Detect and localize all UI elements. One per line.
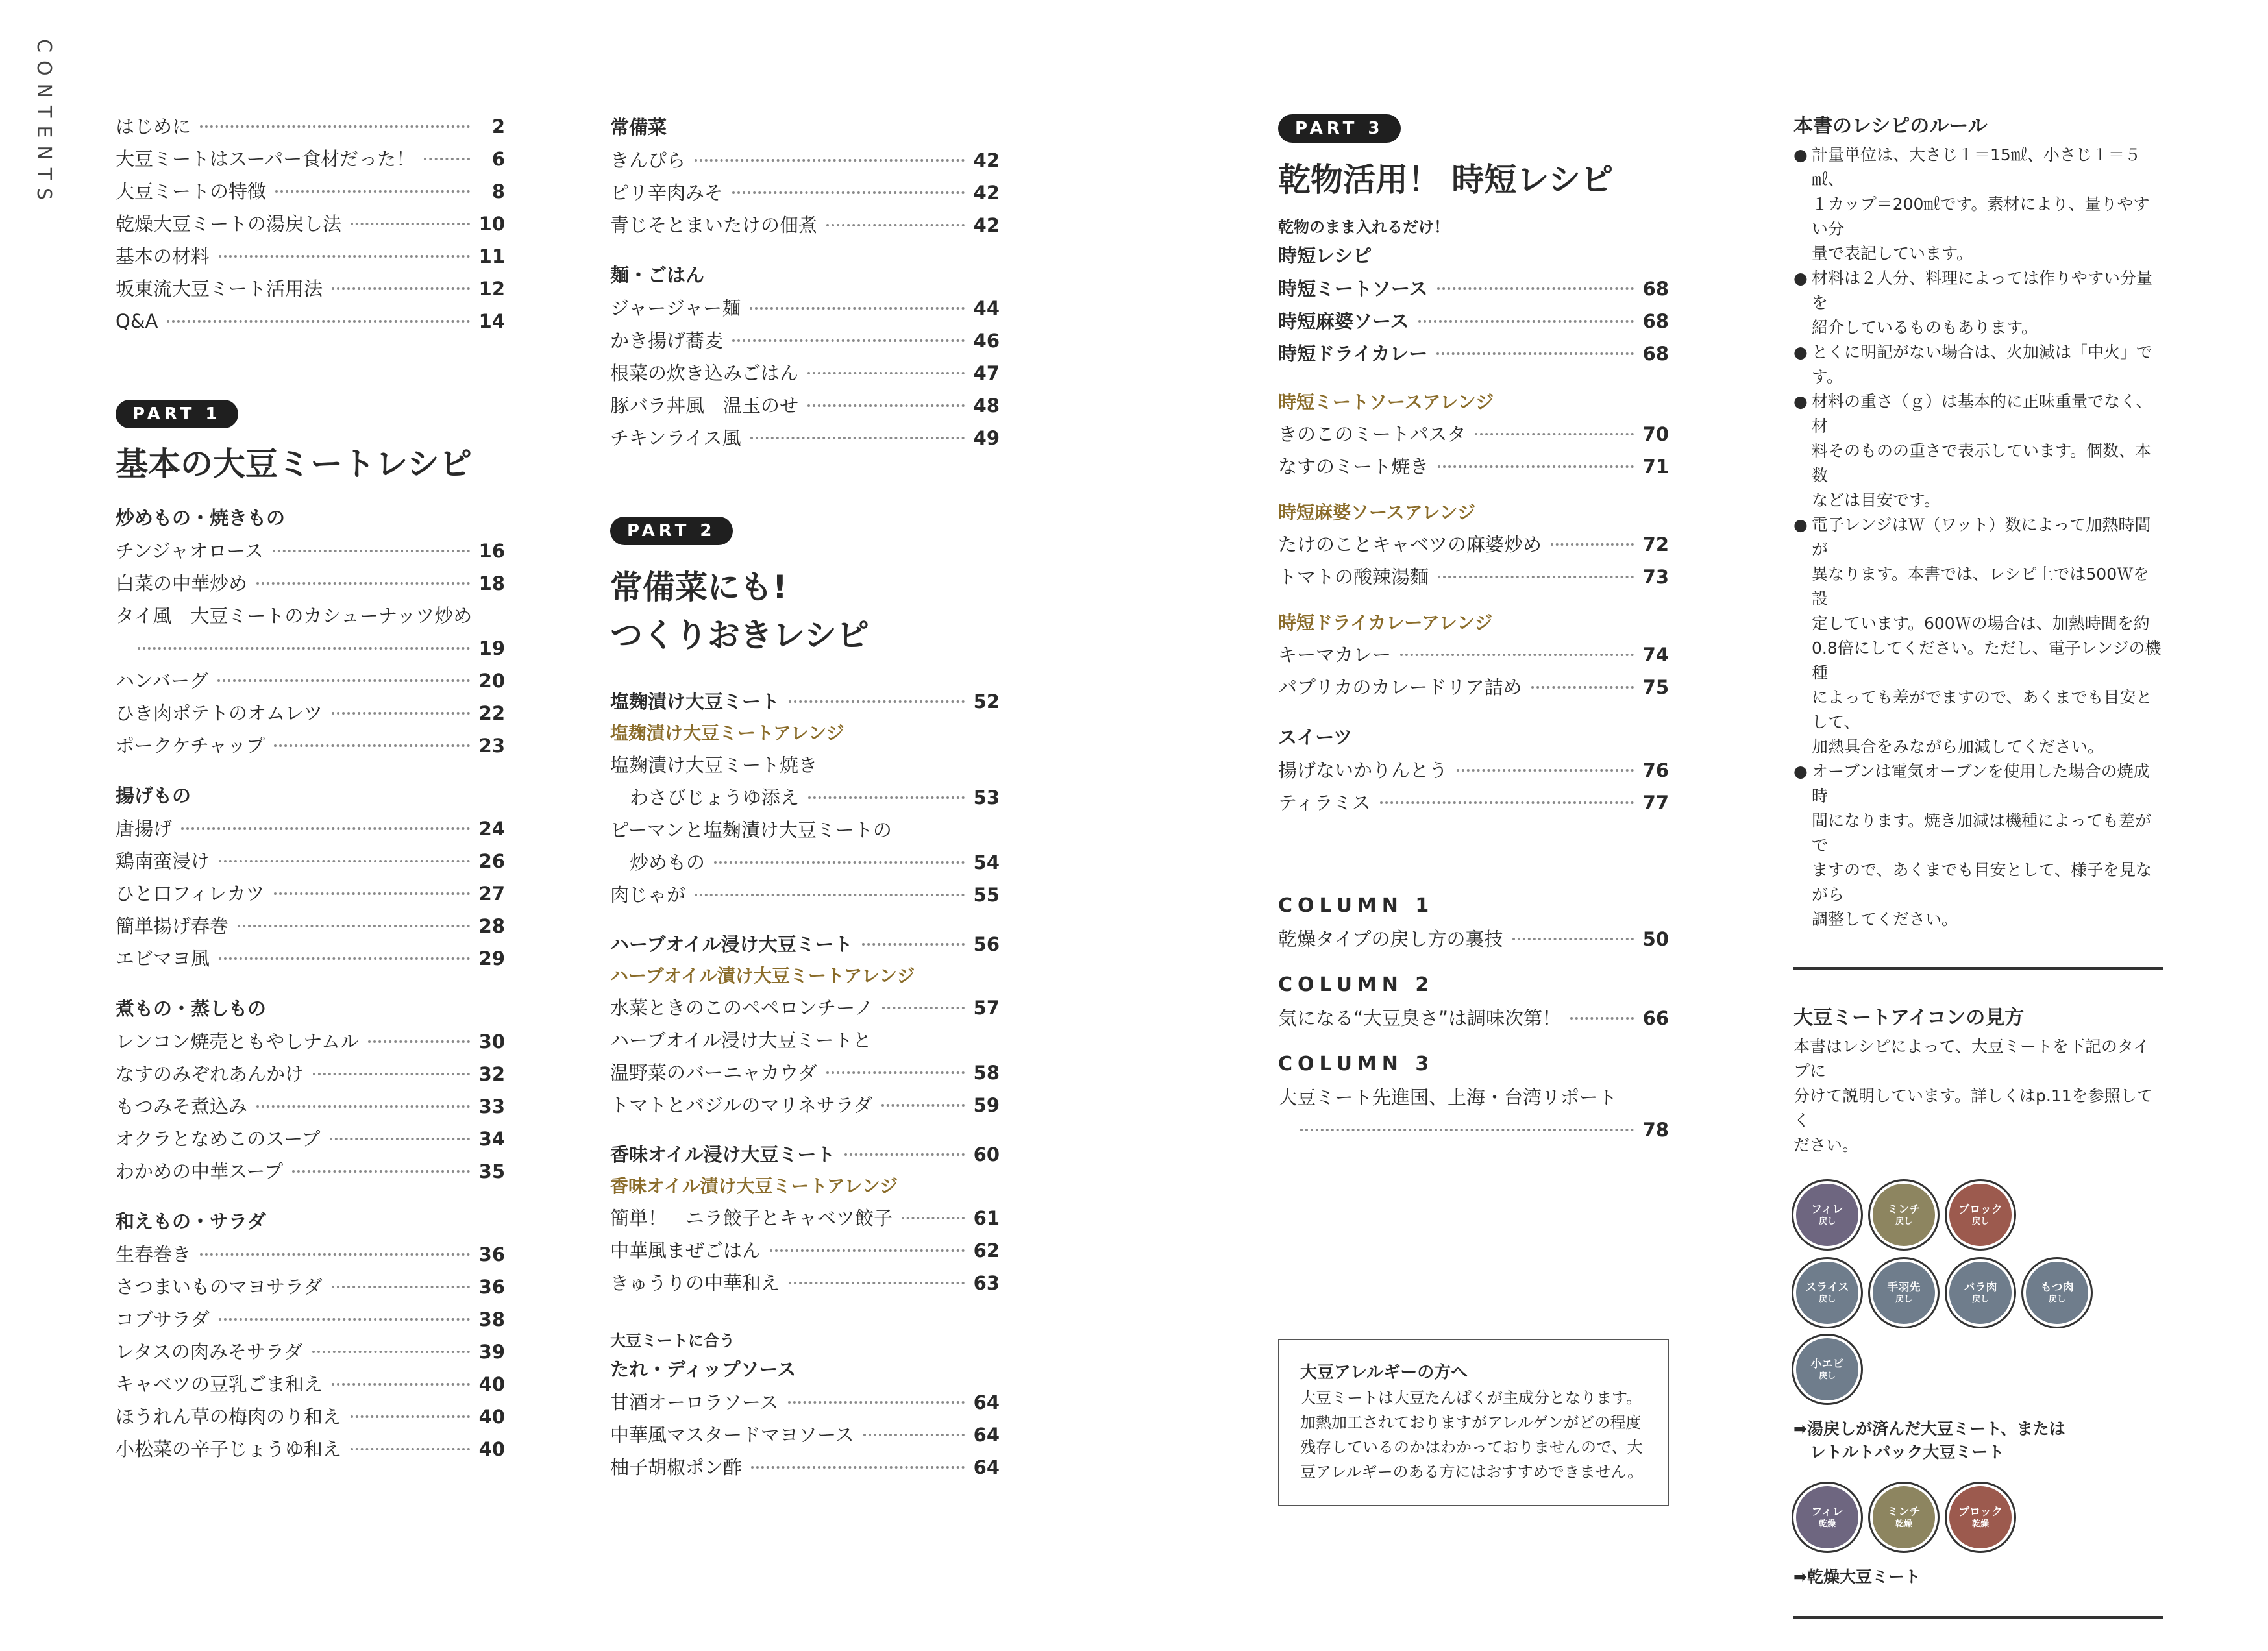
icon-type-label: スライス [1805,1281,1849,1294]
arrange-heading: 時短麻婆ソースアレンジ [1278,502,1476,523]
toc-entry-line2[interactable]: 温野菜のバーニャカウダ 58 [610,1062,1000,1084]
arrange-heading: ハーブオイル漬け大豆ミートアレンジ [610,965,915,986]
icon-state-label: 乾燥 [1818,1519,1836,1529]
section-heading: スイーツ [1278,726,1353,748]
toc-entry[interactable]: 揚げないかりんとう 76 [1278,759,1669,781]
toc-entry[interactable]: ハンバーグ 20 [116,670,505,692]
toc-entry[interactable]: 小松菜の辛子じょうゆ和え 40 [116,1438,505,1460]
toc-entry[interactable]: 気になる“大豆臭さ”は調味次第！ 66 [1278,1007,1669,1029]
toc-entry[interactable]: 水菜ときのこのペペロンチーノ 57 [610,997,1000,1019]
toc-entry[interactable]: パプリカのカレードリア詰め 75 [1278,676,1669,698]
toc-entry[interactable]: 簡単！ ニラ餃子とキャベツ餃子 61 [610,1207,1000,1229]
toc-entry[interactable]: 中華風マスタードマヨソース 64 [610,1424,1000,1446]
section-heading: 揚げもの [116,785,191,807]
dried-note: ➡乾燥大豆ミート [1793,1567,1921,1586]
section-heading: 和えもの・サラダ [116,1210,266,1232]
rule-item: ● 材料は２人分、料理によっては作りやすい分量を 紹介しているものもあります。 [1793,269,2153,337]
part-2-title-line2: つくりおきレシピ [610,617,869,654]
icon-state-label: 戻し [1971,1295,1989,1304]
part-1-title: 基本の大豆ミートレシピ [116,445,472,483]
soy-meat-type-icon [1870,1484,1938,1551]
column-3 [1278,114,1669,1146]
toc-entry[interactable]: エビマヨ風 29 [116,948,505,970]
toc-entry[interactable]: キャベツの豆乳ごま和え 40 [116,1373,505,1395]
toc-entry[interactable]: わかめの中華スープ 35 [116,1160,505,1182]
column-1 [116,110,505,1465]
icon-state-label: 戻し [1971,1217,1989,1227]
toc-entry-main[interactable]: ハーブオイル浸け大豆ミート 56 [610,933,1000,955]
toc-entry[interactable]: 乾燥タイプの戻し方の裏技 50 [1278,928,1669,950]
icon-state-label: 戻し [1818,1371,1836,1381]
toc-entry[interactable]: はじめに 2 [116,116,505,138]
toc-entry[interactable]: 乾燥大豆ミートの湯戻し法 10 [116,213,505,235]
allergy-body: 大豆ミートは大豆たんぱくが主成分となります。 加熱加工されておりますがアレルゲンがどの程度 残存しているのかはわかっておりませんので、大 豆アレルギーのある方にはおすすめできません。 [1300,1389,1644,1481]
toc-entry[interactable]: かき揚げ蕎麦 46 [610,330,1000,352]
toc-entry[interactable]: 大豆ミートの特徴 8 [116,180,505,202]
rule-item: ● 計量単位は、大さじ１＝15㎖、小さじ１＝５㎖、 １カップ＝200㎖です。素材により、量りやすい分 量で表記しています。 [1793,145,2150,263]
section-heading: 時短レシピ [1278,245,1372,267]
toc-entry[interactable]: 坂東流大豆ミート活用法 12 [116,278,505,300]
soy-meat-type-icon [1870,1259,1938,1327]
contents-side-label: CONTENTS [32,39,55,208]
toc-entry[interactable]: ティラミス 77 [1278,792,1669,814]
icon-guide-description: 本書はレシピによって、大豆ミートを下記のタイプに 分けて説明しています。詳しくはp.11を参照してく ださい。 [1793,1037,2153,1155]
part-2-badge: PART 2 [610,517,733,545]
toc-entry[interactable]: 根菜の炊き込みごはん 47 [610,362,1000,384]
icon-type-label: ブロック [1958,1203,2003,1216]
rules-title: 本書のレシピのルール [1793,115,1988,138]
soy-meat-type-icon [1947,1259,2014,1327]
part-1-badge: PART 1 [116,400,238,428]
icon-state-label: 戻し [1818,1217,1836,1227]
icon-guide-title: 大豆ミートアイコンの見方 [1793,1007,2025,1029]
toc-entry[interactable]: 青じそとまいたけの佃煮 42 [610,214,1000,236]
toc-entry[interactable]: トマトの酸辣湯麵 73 [1278,566,1669,588]
allergy-notice-box [1278,1339,1669,1506]
toc-entry[interactable]: 唐揚げ 24 [116,818,505,840]
soy-meat-type-icon [1870,1181,1938,1249]
sauce-subheading: 大豆ミートに合う [610,1332,735,1350]
icon-state-label: 戻し [1818,1295,1836,1304]
column-4 [1793,110,2163,1651]
toc-entry[interactable]: 鶏南蛮浸け 26 [116,850,505,872]
toc-entry[interactable]: ひき肉ポテトのオムレツ 22 [116,702,505,724]
section-heading: 常備菜 [610,116,667,138]
icon-state-label: 乾燥 [1895,1519,1912,1529]
toc-entry-line2[interactable]: 19 [116,632,505,665]
toc-entry[interactable]: 豚バラ丼風 温玉のせ 48 [610,395,1000,417]
toc-entry[interactable]: なすのみぞれあんかけ 32 [116,1063,505,1085]
toc-entry[interactable]: ポークケチャップ 23 [116,735,505,757]
icon-state-label: 乾燥 [1971,1519,1989,1529]
section-heading: たれ・ディップソース [610,1358,796,1380]
arrange-heading: 塩麹漬け大豆ミートアレンジ [610,722,844,744]
toc-entry-main[interactable]: 時短ドライカレー 68 [1278,343,1669,365]
toc-entry[interactable]: キーマカレー 74 [1278,644,1669,666]
soy-meat-type-icon [2023,1259,2091,1327]
icon-type-label: ミンチ [1887,1203,1921,1216]
toc-entry[interactable]: 肉じゃが 55 [610,884,1000,906]
toc-entry[interactable]: きのこのミートパスタ 70 [1278,423,1669,445]
icon-row-dried [1793,1484,2163,1551]
soy-meat-type-icon [1947,1484,2014,1551]
toc-entry[interactable]: きんぴら 42 [610,149,1000,171]
arrange-heading: 時短ミートソースアレンジ [1278,391,1494,413]
divider [1793,1616,2163,1619]
toc-entry[interactable]: 基本の材料 11 [116,245,505,267]
column-2-heading: COLUMN 2 [1278,973,1435,996]
toc-entry[interactable]: ひと口フィレカツ 27 [116,883,505,905]
toc-entry[interactable]: ジャージャー麺 44 [610,297,1000,319]
soy-meat-type-icon [1793,1484,1861,1551]
toc-entry-main[interactable]: 時短麻婆ソース 68 [1278,310,1669,332]
toc-entry[interactable]: 大豆ミートはスーパー食材だった！ 6 [116,148,505,170]
toc-entry[interactable]: さつまいものマヨサラダ 36 [116,1276,505,1298]
column-3-heading: COLUMN 3 [1278,1053,1435,1075]
icon-type-label: 手羽先 [1887,1281,1921,1294]
toc-entry-line1[interactable]: 塩麹漬け大豆ミート焼き [610,754,818,776]
toc-entry[interactable]: たけのことキャベツの麻婆炒め 72 [1278,533,1669,556]
icon-state-label: 戻し [1895,1295,1912,1304]
toc-entry[interactable]: チンジャオロース 16 [116,540,505,562]
icon-row-rehydrated-2 [1793,1259,2163,1403]
toc-entry-main[interactable]: 時短ミートソース 68 [1278,278,1669,300]
arrange-heading: 時短ドライカレーアレンジ [1278,612,1493,633]
icon-type-label: 小エビ [1810,1358,1844,1371]
part-3-subheading: 乾物のまま入れるだけ！ [1278,218,1449,236]
toc-entry-line2[interactable]: わさびじょうゆ添え 53 [630,787,1000,809]
toc-entry[interactable]: コブサラダ 38 [116,1308,505,1330]
section-heading: 麺・ごはん [610,264,705,286]
toc-entry-line1[interactable]: 大豆ミート先進国、上海・台湾リポート [1278,1086,1618,1108]
rule-item: ● オーブンは電気オーブンを使用した場合の焼成時 間になります。焼き加減は機種によっても差がで ますので、あくまでも目安として、様子を見ながら 調整してください。 [1793,762,2152,929]
icon-type-label: もつ肉 [2040,1281,2074,1294]
toc-entry[interactable]: 白菜の中華炒め 18 [116,572,505,594]
toc-entry[interactable]: 甘酒オーロラソース 64 [610,1391,1000,1413]
column-2 [610,110,1000,1484]
toc-entry[interactable]: もつみそ煮込み 33 [116,1095,505,1118]
toc-entry[interactable]: レタスの肉みそサラダ 39 [116,1341,505,1363]
icon-state-label: 戻し [2048,1295,2065,1304]
part-2-title-line1: 常備菜にも! [610,569,787,606]
toc-entry[interactable]: チキンライス風 49 [610,427,1000,449]
toc-entry[interactable]: Q&A 14 [116,310,505,332]
toc-entry-line2[interactable]: 炒めもの 54 [630,851,1000,874]
toc-entry-main[interactable]: 塩麹漬け大豆ミート 52 [610,691,1000,713]
arrange-heading: 香味オイル漬け大豆ミートアレンジ [610,1175,898,1197]
icon-type-label: バラ肉 [1964,1281,1997,1294]
toc-entry[interactable]: 柚子胡椒ポン酢 64 [610,1456,1000,1478]
toc-entry[interactable]: ほうれん草の梅肉のり和え 40 [116,1406,505,1428]
soy-meat-type-icon [1947,1181,2014,1249]
rule-item: ● とくに明記がない場合は、火加減は「中火」です。 [1793,343,2153,386]
icon-state-label: 戻し [1895,1217,1912,1227]
toc-entry[interactable]: 簡単揚げ春巻 28 [116,915,505,937]
part-3-title: 乾物活用！ 時短レシピ [1278,161,1614,199]
icon-row-rehydrated-1 [1793,1181,2163,1249]
rehydrated-note: ➡湯戻しが済んだ大豆ミート、または レトルトパック大豆ミート [1793,1419,2065,1461]
soy-meat-type-icon [1793,1181,1861,1249]
toc-entry-line1[interactable]: ピーマンと塩麹漬け大豆ミートの [610,819,892,841]
toc-entry-main[interactable]: 香味オイル浸け大豆ミート 60 [610,1143,1000,1166]
allergy-heading: 大豆アレルギーの方へ [1300,1363,1468,1382]
toc-entry[interactable]: なすのミート焼き 71 [1278,456,1669,478]
section-heading: 煮もの・蒸しもの [116,997,267,1020]
soy-meat-type-icon [1793,1336,1861,1403]
rule-item: ● 電子レンジはＷ（ワット）数によって加熱時間が 異なります。本書では、レシピ上では500Ｗを設 定しています。600Ｗの場合は、加熱時間を約 0.8倍にしてください。ただし、電子レンジの機種 によっても差がでますので、あくまでも目安として、 加熱具合をみながら加減してください。 [1793,515,2162,756]
part-3-badge: PART 3 [1278,114,1401,143]
toc-entry[interactable]: 中華風まぜごはん 62 [610,1240,1000,1262]
section-heading: 炒めもの・焼きもの [116,507,286,529]
soy-meat-type-icon [1793,1259,1861,1327]
toc-entry[interactable]: きゅうりの中華和え 63 [610,1272,1000,1294]
icon-type-label: フィレ [1811,1203,1843,1216]
toc-entry[interactable]: オクラとなめこのスープ 34 [116,1128,505,1150]
icon-type-label: ミンチ [1887,1506,1921,1519]
column-1-heading: COLUMN 1 [1278,894,1435,917]
icon-type-label: ブロック [1958,1506,2003,1519]
toc-entry[interactable]: 生春巻き 36 [116,1243,505,1266]
icon-type-label: フィレ [1811,1506,1843,1519]
rule-item: ● 材料の重さ（ｇ）は基本的に正味重量でなく、材 料そのものの重さで表示しています。個数、本数 などは目安です。 [1793,392,2152,509]
toc-entry-line1[interactable]: ハーブオイル浸け大豆ミートと [610,1029,872,1051]
toc-entry[interactable]: レンコン焼売ともやしナムル 30 [116,1031,505,1053]
toc-entry-line1[interactable]: タイ風 大豆ミートのカシューナッツ炒め [116,605,473,627]
divider [1793,967,2163,970]
intro-list [116,110,505,337]
toc-entry[interactable]: ピリ辛肉みそ 42 [610,182,1000,204]
toc-entry-line2[interactable]: 78 [1278,1114,1669,1146]
toc-entry[interactable]: トマトとバジルのマリネサラダ 59 [610,1094,1000,1116]
